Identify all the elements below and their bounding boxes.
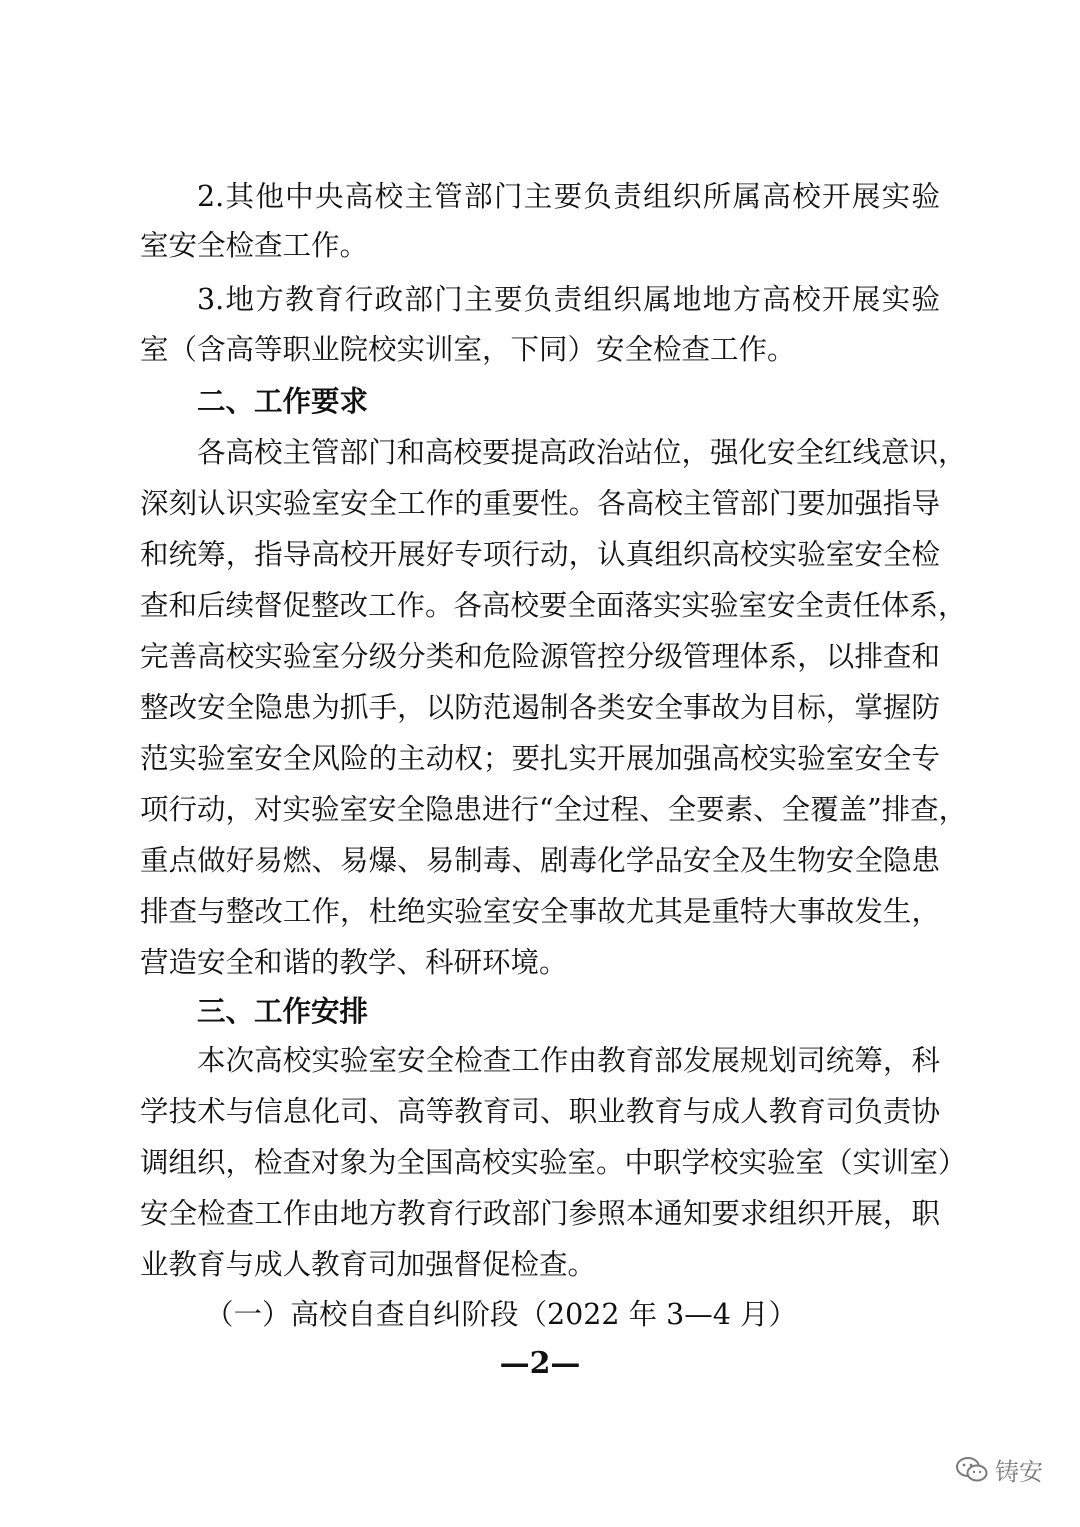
section3-line-2: 学技术与信息化司、高等教育司、职业教育与成人教育司负责协 [140, 1095, 940, 1128]
section3-line-4: 安全检查工作由地方教育行政部门参照本通知要求组织开展，职 [140, 1197, 940, 1230]
section3-line-1: 本次高校实验室安全检查工作由教育部发展规划司统筹，科 [197, 1044, 940, 1077]
section2-line-4: 查和后续督促整改工作。各高校要全面落实实验室安全责任体系， [140, 589, 967, 622]
subsection-heading-self-check: （一）高校自查自纠阶段（2022 年 3—4 月） [205, 1298, 797, 1331]
section2-line-9: 重点做好易燃、易爆、易制毒、剧毒化学品安全及生物安全隐患 [140, 844, 940, 877]
section3-line-5: 业教育与成人教育司加强督促检查。 [140, 1248, 597, 1281]
item3-line-1: 3.地方教育行政部门主要负责组织属地地方高校开展实验 [197, 283, 940, 316]
watermark [955, 1452, 1043, 1487]
section2-line-1: 各高校主管部门和高校要提高政治站位，强化安全红线意识， [197, 436, 967, 469]
section3-line-3: 调组织，检查对象为全国高校实验室。中职学校实验室（实训室） [140, 1146, 967, 1179]
section2-line-10: 排查与整改工作，杜绝实验室安全事故尤其是重特大事故发生， [140, 895, 940, 928]
section2-line-8: 项行动，对实验室安全隐患进行“全过程、全要素、全覆盖”排查， [140, 793, 968, 826]
section2-line-7: 范实验室安全风险的主动权；要扎实开展加强高校实验室安全专 [140, 742, 940, 775]
item2-line-1: 2.其他中央高校主管部门主要负责组织所属高校开展实验 [197, 180, 940, 213]
section2-line-3: 和统筹，指导高校开展好专项行动，认真组织高校实验室安全检 [140, 538, 940, 571]
section2-line-6: 整改安全隐患为抓手，以防范遏制各类安全事故为目标，掌握防 [140, 691, 940, 724]
item3-line-2: 室（含高等职业院校实训室，下同）安全检查工作。 [140, 333, 796, 366]
section2-line-5: 完善高校实验室分级分类和危险源管控分级管理体系，以排查和 [140, 640, 940, 673]
page-number: —2— [499, 1346, 581, 1381]
section-heading-arrangements: 三、工作安排 [197, 995, 369, 1028]
wechat-icon [955, 1456, 989, 1484]
watermark-text: 铸安 [995, 1458, 1043, 1486]
item2-line-2: 室安全检查工作。 [140, 229, 369, 262]
section2-line-11: 营造安全和谐的教学、科研环境。 [140, 946, 568, 979]
section2-line-2: 深刻认识实验室安全工作的重要性。各高校主管部门要加强指导 [140, 487, 940, 520]
section-heading-requirements: 二、工作要求 [197, 385, 369, 418]
